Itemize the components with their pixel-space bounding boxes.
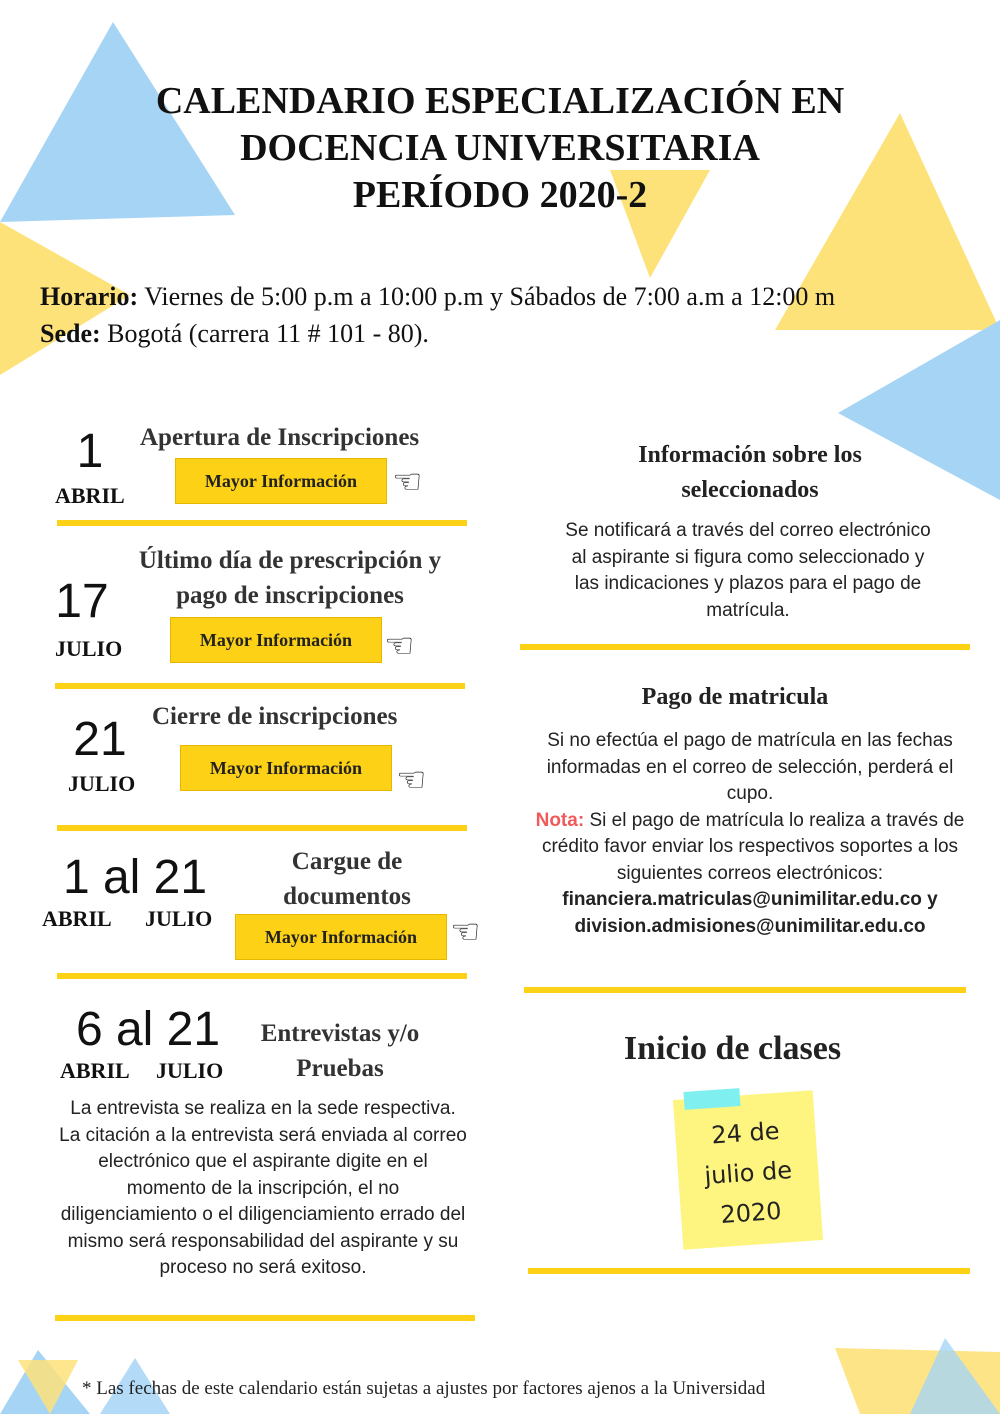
title-line: Información sobre los [638,442,862,468]
event-title-line: Entrevistas y/o [260,1020,420,1047]
event-day: 6 al 21 [75,1003,221,1056]
sede-label: Sede: [40,319,101,348]
selected-info-title [560,438,940,508]
email-link[interactable]: division.admisiones@unimilitar.edu.co [574,915,926,937]
divider [524,987,966,993]
pointing-hand-icon: ☜ [396,760,427,800]
event-month: JULIO [68,771,136,796]
event-day: 1 al 21 [62,851,208,904]
event-title: Apertura de Inscripciones [140,424,420,451]
sticky-note [673,1090,823,1249]
payment-text [522,728,978,940]
horario-label: Horario: [40,282,139,311]
email-link[interactable]: financiera.matriculas@unimilitar.edu.co y [562,889,938,910]
event-month: JULIO [145,906,213,931]
title-line: PERÍODO 2020-2 [352,174,648,216]
sede-value: Bogotá (carrera 11 # 101 - 80). [100,319,429,348]
pointing-hand-icon: ☜ [450,912,481,952]
payment-warning: Si no efectúa el pago de matrícula en las fechas informadas en el correo de selección, perderá el cupo. [546,730,954,804]
payment-title: Pago de matricula [641,684,829,710]
selected-info-text: Se notificará a través del correo electrónico al aspirante si figura como seleccionado y las indicaciones y plazos para el pago de matrícula. [565,520,931,621]
event-month: ABRIL [42,906,112,931]
event-title [110,543,470,613]
more-info-button[interactable]: Mayor Información [175,458,387,504]
title-line: CALENDARIO ESPECIALIZACIÓN EN [155,80,845,122]
divider [55,683,465,689]
event-month: JULIO [156,1058,224,1083]
event-month: ABRIL [55,483,125,508]
event-title [240,1016,440,1086]
event-title: Cierre de inscripciones [152,703,398,730]
more-info-button[interactable]: Mayor Información [235,914,447,960]
more-info-button[interactable]: Mayor Información [180,745,392,791]
title-line: seleccionados [681,477,819,503]
event-title-line: documentos [283,883,411,910]
interview-description: La entrevista se realiza en la sede respectiva. La citación a la entrevista será enviada al correo electrónico que el aspirante digite en el momento de la inscripción, el no diligenciamiento o el diligenciamiento errado del mismo será responsabilidad del aspirante y su proceso no será exitoso. [59,1098,467,1278]
note-label: Nota: [535,809,585,831]
footer-note: * Las fechas de este calendario están sujetas a ajustes por factores ajenos a la Universidad [82,1378,766,1399]
event-title-line: pago de inscripciones [176,582,404,609]
note-line: 2020 [719,1196,783,1229]
horario-value: Viernes de 5:00 p.m a 10:00 p.m y Sábados de 7:00 a.m a 12:00 m [138,282,836,311]
event-day: 21 [73,713,127,766]
divider [57,973,467,979]
divider [57,825,467,831]
event-month: ABRIL [60,1058,130,1083]
note-text: Si el pago de matrícula lo realiza a través de crédito favor enviar los respectivos soportes a los siguientes correos electrónicos: [541,809,965,884]
event-title-line: Último día de prescripción y [138,547,442,574]
title-line: DOCENCIA UNIVERSITARIA [240,127,760,169]
event-month: JULIO [55,636,123,661]
event-day: 1 [76,425,104,478]
event-title-line: Cargue de [291,848,403,875]
schedule-info [40,278,835,352]
divider [528,1268,970,1274]
more-info-button[interactable]: Mayor Información [170,617,382,663]
classes-start-title: Inicio de clases [623,1030,842,1067]
note-line: julio de [703,1155,793,1191]
page-title [0,78,1000,219]
event-title-line: Pruebas [296,1055,384,1082]
pointing-hand-icon: ☜ [384,626,415,666]
note-line: 24 de [710,1116,781,1150]
pointing-hand-icon: ☜ [392,462,423,502]
divider [55,1315,475,1321]
divider [57,520,467,526]
event-title [262,844,432,914]
event-day: 17 [55,575,109,628]
divider [520,644,970,650]
